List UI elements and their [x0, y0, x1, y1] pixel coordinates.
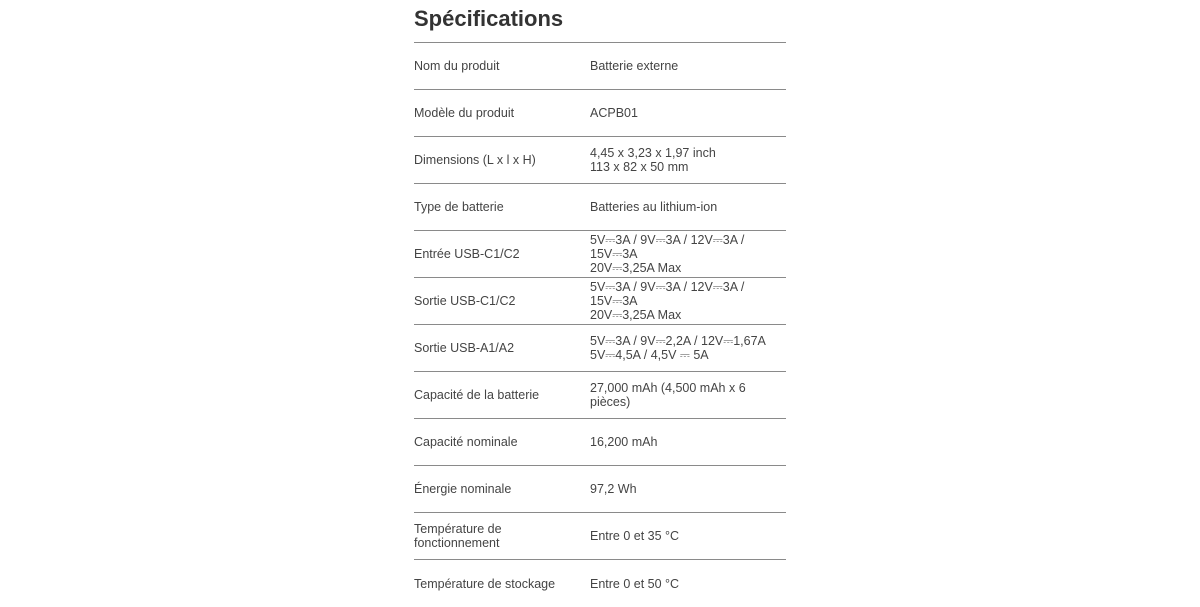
- spec-row-operating-temperature: [414, 513, 786, 560]
- spec-value: Batteries au lithium-ion: [590, 200, 718, 214]
- spec-row-dimensions: [414, 137, 786, 184]
- spec-label: Modèle du produit: [414, 106, 515, 120]
- specifications-title: Spécifications: [414, 0, 786, 43]
- spec-value: 4,45 x 3,23 x 1,97 inch 113 x 82 x 50 mm: [590, 146, 716, 174]
- spec-value: 27,000 mAh (4,500 mAh x 6 pièces): [590, 381, 746, 409]
- spec-label: Sortie USB-A1/A2: [414, 341, 515, 355]
- spec-value: 16,200 mAh: [590, 435, 658, 449]
- spec-label: Capacité de la batterie: [414, 388, 540, 402]
- spec-row-usb-a-output: [414, 325, 786, 372]
- spec-label: Température de fonctionnement: [414, 522, 502, 550]
- spec-value: 5V⎓3A / 9V⎓3A / 12V⎓3A / 15V⎓3A 20V⎓3,25A Max: [590, 280, 745, 322]
- spec-label: Nom du produit: [414, 59, 500, 73]
- spec-value: 5V⎓3A / 9V⎓3A / 12V⎓3A / 15V⎓3A 20V⎓3,25A Max: [590, 233, 745, 275]
- spec-row-battery-capacity: [414, 372, 786, 419]
- specifications-section: [414, 0, 786, 607]
- spec-row-battery-type: [414, 184, 786, 231]
- spec-value: 97,2 Wh: [590, 482, 637, 496]
- spec-label: Capacité nominale: [414, 435, 518, 449]
- spec-value: Entre 0 et 50 °C: [590, 576, 680, 591]
- spec-label: Énergie nominale: [414, 482, 512, 496]
- spec-row-rated-capacity: [414, 419, 786, 466]
- spec-row-rated-energy: [414, 466, 786, 513]
- spec-label: Type de batterie: [414, 200, 504, 214]
- spec-value: 5V⎓3A / 9V⎓2,2A / 12V⎓1,67A 5V⎓4,5A / 4,5V ⎓ 5A: [590, 334, 766, 362]
- spec-value: Batterie externe: [590, 59, 679, 73]
- spec-label: Température de stockage: [414, 576, 556, 591]
- spec-label: Entrée USB-C1/C2: [414, 247, 520, 261]
- spec-row-product-name: [414, 43, 786, 90]
- spec-value: ACPB01: [590, 106, 638, 120]
- spec-label: Sortie USB-C1/C2: [414, 294, 516, 308]
- spec-value: Entre 0 et 35 °C: [590, 529, 680, 543]
- spec-row-usb-c-output: [414, 278, 786, 325]
- specifications-table: [414, 43, 786, 607]
- spec-row-usb-c-input: [414, 231, 786, 278]
- spec-label: Dimensions (L x l x H): [414, 153, 536, 167]
- spec-row-product-model: [414, 90, 786, 137]
